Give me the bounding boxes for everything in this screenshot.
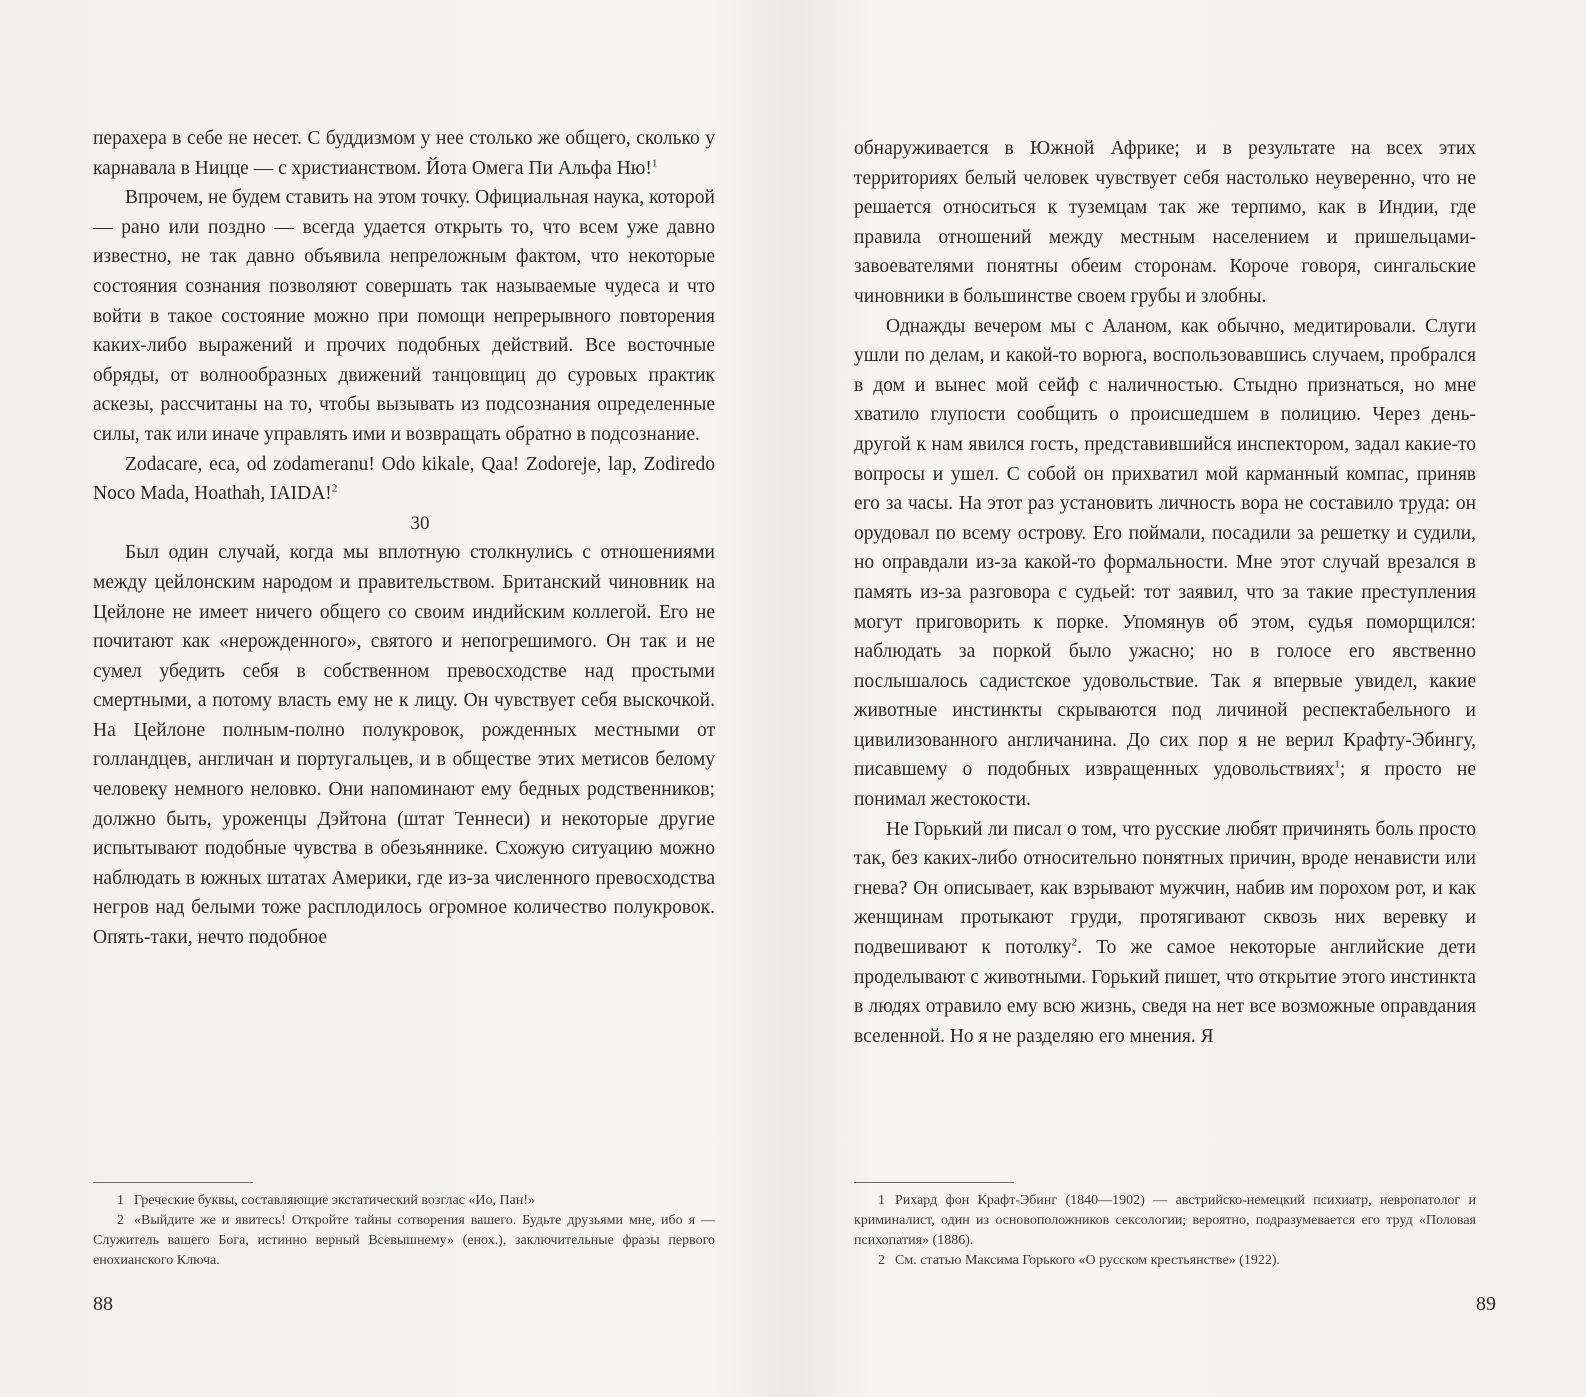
section-number: 30: [410, 512, 430, 534]
footnote-number: 1: [878, 1193, 885, 1208]
page-number: 88: [93, 1293, 113, 1315]
footnote: [93, 1191, 715, 1211]
footnote: [854, 1251, 1476, 1271]
footnote-ref: 2: [331, 482, 338, 495]
footnote-ref: 1: [651, 157, 658, 170]
paragraph: [854, 312, 1476, 815]
paragraph: [854, 815, 1476, 1052]
right-page: [793, 0, 1586, 1397]
paragraph: обнаруживается в Южной Африке; и в результате на всех этих территориях белый человек чувствует себя настолько неуверенно, что не решается относиться к туземцам так же терпимо, как в Индии, где правила отношений между местным населением и пришельцами-завоевателями понятны обеим сторонам. Короче говоря, сингальские чиновники в большинстве своем грубы и злобны.: [854, 138, 1476, 307]
footnote-ref: 1: [1334, 758, 1340, 771]
footnote: [93, 1211, 715, 1271]
paragraph: Впрочем, не будем ставить на этом точку. Официальная наука, которой — рано или поздно — всегда удается открыть то, что всем уже давно известно, не так давно объявила непреложным фактом, что некоторые состояния сознания позволяют совершать так называемые чудеса и что войти в такое состояние можно при помощи непрерывного повторения каких-либо выражений и прочих подобных действий. Все восточные обряды, от волнообразных движений танцовщиц до суровых практик аскезы, рассчитаны на то, чтобы вызывать из подсознания определенные силы, так или иначе управлять ими и возвращать обратно в подсознание.: [93, 187, 715, 445]
paragraph-text: ; я просто не понимал жестокости.: [854, 759, 1476, 811]
footnote-number: 2: [878, 1253, 885, 1268]
footnote-text: Рихард фон Крафт-Эбинг (1840—1902) — австрийско-немецкий психиатр, невропатолог и криминалист, один из основоположников сексологии; вероятно, подразумевается его труд «Половая психопатия» (1886).: [854, 1193, 1476, 1248]
footnote-text: «Выйдите же и явитесь! Откройте тайны сотворения вашего. Будьте друзьями мне, ибо я — Служитель вашего Бога, истинно верный Всевышнему» (енох.), заключительные фразы первого енохианского Ключа.: [93, 1213, 715, 1268]
right-footnotes: [854, 1182, 1476, 1271]
paragraph-text: перахера в себе не несет. С буддизмом у нее столько же общего, сколько у карнавала в Ницце — с христианством. Йота Омега Пи Альфа Ню!: [93, 128, 715, 179]
footnote: [854, 1191, 1476, 1251]
footnote-rule: [854, 1182, 1014, 1183]
footnote-number: 2: [117, 1213, 124, 1228]
footnote-ref: 2: [1071, 936, 1078, 949]
left-text-block: [93, 124, 715, 953]
paragraph-enochian: [93, 450, 715, 509]
footnote-text: Греческие буквы, составляющие экстатический возглас «Ио, Пан!»: [134, 1193, 535, 1208]
paragraph-text: . То же самое некоторые английские дети проделывают с животными. Горький пишет, что открытие этого инстинкта в людях отравило ему всю жизнь, сведя на нет все возможные оправдания вселенной. Но я не разделяю его мнения. Я: [854, 937, 1476, 1047]
footnote-rule: [93, 1182, 253, 1183]
right-text-block: [854, 134, 1476, 1051]
footnote-text: См. статью Максима Горького «О русском крестьянстве» (1922).: [895, 1253, 1280, 1268]
paragraph-text: Zodacare, eca, od zodameranu! Odo kikale, Qaa! Zodoreje, lap, Zodiredo Noco Mada, Hoathah, IAIDA!: [93, 453, 715, 505]
paragraph: Был один случай, когда мы вплотную столкнулись с отношениями между цейлонским народом и правительством. Британский чиновник на Цейлоне не имеет ничего общего со своим индийским коллегой. Его не почитают как «нерожденного», святого и непогрешимого. Он так и не сумел убедить себя в собственном превосходстве над простыми смертными, а потому власть ему не к лицу. Он чувствует себя выскочкой. На Цейлоне полным-полно полукровок, рожденных местными от голландцев, англичан и португальцев, и в обществе этих метисов белому человеку немного неловко. Они напоминают ему бедных родственников; должно быть, уроженцы Дэйтона (штат Теннеси) и некоторые другие испытывают подобные чувства в обезьяннике. Схожую ситуацию можно наблюдать в южных штатах Америки, где из-за численного превосходства негров над белыми тоже расплодилось огромное количество полукровок. Опять-таки, нечто подобное: [93, 542, 715, 949]
page-number: 89: [1476, 1293, 1496, 1315]
paragraph-text: Однажды вечером мы с Аланом, как обычно, медитировали. Слуги ушли по делам, и какой-то ворюга, воспользовавшись случаем, пробрался в дом и вынес мой сейф с наличностью. Стыдно признаться, но мне хватило глупости сообщить о происшедшем в полицию. Через день-другой к нам явился гость, представившийся инспектором, задал какие-то вопросы и ушел. С собой он прихватил мой карманный компас, приняв его за часы. На этот раз установить личность вора не составило труда: он орудовал по всему острову. Его поймали, посадили за решетку и судили, но оправдали из-за какой-то формальности. Мне этот случай врезался в память из-за разговора с судьей: тот заявил, что за такие преступления могут приговорить к порке. Упомянув об этом, судья поморщился: наблюдать за поркой было ужасно; но в голосе его явственно послышалось садистское удовольствие. Так я впервые увидел, какие животные инстинкты скрываются под личиной респектабельного и цивилизованного англичанина. До сих пор я не верил Крафту-Эбингу, писавшему о подобных извращенных удовольствиях: [854, 315, 1476, 781]
left-footnotes: [93, 1182, 715, 1271]
paragraph-text: Не Горький ли писал о том, что русские любят причинять боль просто так, без каких-либо относительно понятных причин, вроде ненависти или гнева? Он описывает, как взрывают мужчин, набив им порохом рот, и как женщинам протыкают груди, протягивают сквозь них веревку и подвешивают к потолку: [854, 818, 1476, 959]
footnote-number: 1: [117, 1193, 124, 1208]
paragraph: [93, 124, 715, 183]
